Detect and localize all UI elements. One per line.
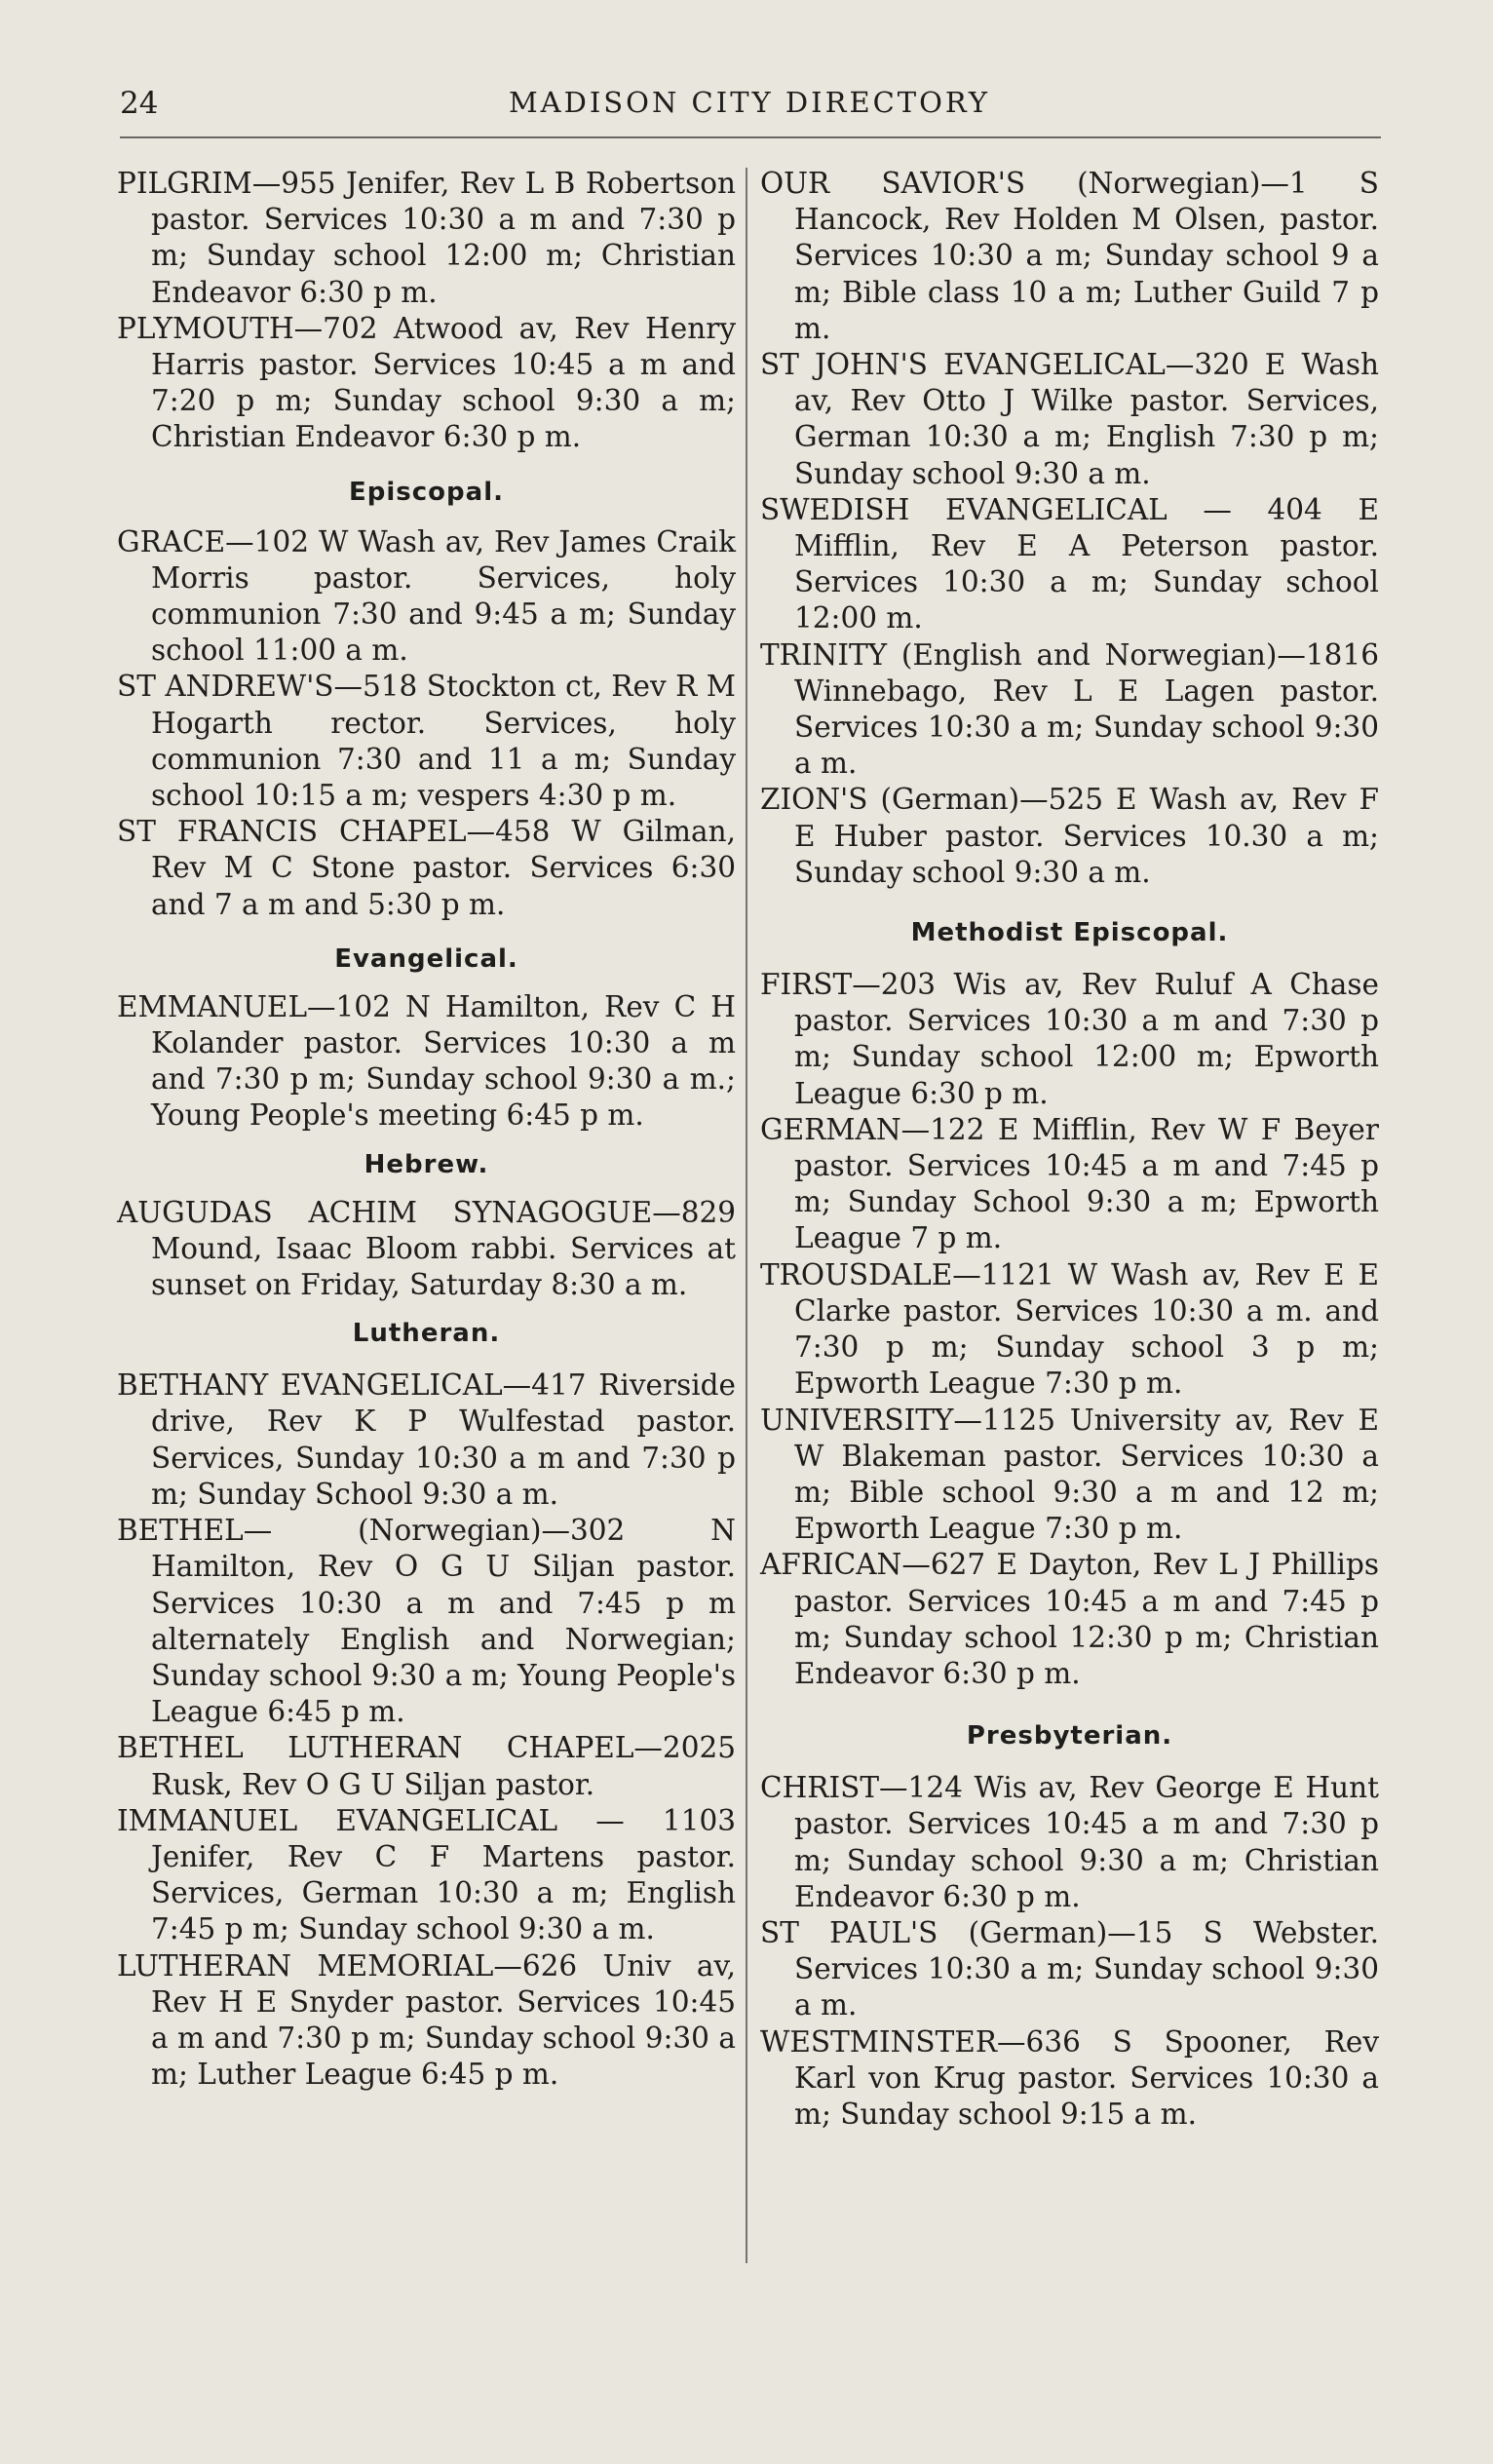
directory-entry: OUR SAVIOR'S (Norwegian)—1 S Hancock, Rev Holden M Olsen, pastor. Services 10:30 a m; Sunday school 9 a m; Bible class 10 a m; Luther Guild 7 p m. [760, 167, 1379, 345]
directory-entry: BETHANY EVANGELICAL—417 Riverside drive, Rev K P Wulfestad pastor. Services, Sunday 10:30 a m and 7:30 p m; Sunday School 9:30 a m. [117, 1368, 736, 1511]
column-divider [746, 168, 747, 2263]
section-heading: Evangelical. [334, 943, 518, 974]
directory-entry: PLYMOUTH—702 Atwood av, Rev Henry Harris pastor. Services 10:45 a m and 7:20 p m; Sunday school 9:30 a m; Christian Endeavor 6:30 p m. [117, 311, 736, 454]
directory-entry: IMMANUEL EVANGELICAL — 1103 Jenifer, Rev C F Martens pastor. Services, German 10:30 a m; English 7:45 p m; Sunday school 9:30 a m. [117, 1803, 736, 1946]
directory-entry: LUTHERAN MEMORIAL—626 Univ av, Rev H E Snyder pastor. Services 10:45 a m and 7:30 p m; Sunday school 9:30 a m; Luther League 6:45 p m. [117, 1948, 736, 2092]
left-column [117, 166, 736, 2093]
directory-entry: TRINITY (English and Norwegian)—1816 Winnebago, Rev L E Lagen pastor. Services 10:30 a m; Sunday school 9:30 a m. [760, 637, 1379, 781]
directory-entry: ST PAUL'S (German)—15 S Webster. Services 10:30 a m; Sunday school 9:30 a m. [760, 1915, 1379, 2022]
directory-entry: WESTMINSTER—636 S Spooner, Rev Karl von Krug pastor. Services 10:30 a m; Sunday school 9:15 a m. [760, 2024, 1379, 2131]
directory-entry: UNIVERSITY—1125 University av, Rev E W Blakeman pastor. Services 10:30 a m; Bible school 9:30 a m and 12 m; Epworth League 7:30 p m. [760, 1403, 1379, 1546]
section-heading: Lutheran. [352, 1319, 501, 1349]
directory-entry: TROUSDALE—1121 W Wash av, Rev E E Clarke pastor. Services 10:30 a m. and 7:30 p m; Sunday school 3 p m; Epworth League 7:30 p m. [760, 1257, 1379, 1401]
directory-entry: EMMANUEL—102 N Hamilton, Rev C H Kolander pastor. Services 10:30 a m and 7:30 p m; Sunday school 9:30 a m.; Young People's meeting 6:45 p m. [117, 989, 736, 1133]
directory-entry: SWEDISH EVANGELICAL — 404 E Mifflin, Rev E A Peterson pastor. Services 10:30 a m; Sunday school 12:00 m. [760, 492, 1379, 635]
directory-entry: FIRST—203 Wis av, Rev Ruluf A Chase pastor. Services 10:30 a m and 7:30 p m; Sunday school 12:00 m; Epworth League 6:30 p m. [760, 968, 1379, 1110]
section-heading: Episcopal. [349, 477, 504, 507]
page-header [120, 82, 1379, 131]
directory-entry: ST FRANCIS CHAPEL—458 W Gilman, Rev M C Stone pastor. Services 6:30 and 7 a m and 5:30 p m. [117, 815, 736, 921]
section-heading: Hebrew. [364, 1149, 489, 1179]
directory-entry: BETHEL LUTHERAN CHAPEL—2025 Rusk, Rev O G U Siljan pastor. [117, 1731, 736, 1801]
running-title: MADISON CITY DIRECTORY [508, 86, 991, 119]
directory-entry: ST ANDREW'S—518 Stockton ct, Rev R M Hogarth rector. Services, holy communion 7:30 and 11 a m; Sunday school 10:15 a m; vespers 4:30 p m. [117, 670, 736, 813]
directory-entry: ZION'S (German)—525 E Wash av, Rev F E Huber pastor. Services 10.30 a m; Sunday school 9:30 a m. [760, 783, 1379, 889]
directory-entry: PILGRIM—955 Jenifer, Rev L B Robertson pastor. Services 10:30 a m and 7:30 p m; Sunday school 12:00 m; Christian Endeavor 6:30 p m. [117, 167, 736, 309]
directory-entry: AUGUDAS ACHIM SYNAGOGUE—829 Mound, Isaac Bloom rabbi. Services at sunset on Friday, Saturday 8:30 a m. [117, 1195, 736, 1302]
section-heading: Methodist Episcopal. [910, 918, 1229, 948]
directory-entry: BETHEL— (Norwegian)—302 N Hamilton, Rev O G U Siljan pastor. Services 10:30 a m and 7:45 p m alternately English and Norwegian; Sunday school 9:30 a m; Young People's League 6:45 p m. [117, 1514, 736, 1729]
right-column [760, 166, 1379, 2133]
header-rule [120, 136, 1381, 138]
page-number: 24 [120, 86, 159, 121]
section-heading: Presbyterian. [966, 1721, 1173, 1752]
directory-entry: ST JOHN'S EVANGELICAL—320 E Wash av, Rev Otto J Wilke pastor. Services, German 10:30 a m; English 7:30 p m; Sunday school 9:30 a m. [760, 348, 1379, 490]
directory-entry: AFRICAN—627 E Dayton, Rev L J Phillips pastor. Services 10:45 a m and 7:45 p m; Sunday school 12:30 p m; Christian Endeavor 6:30 p m. [760, 1548, 1379, 1690]
directory-entry: GERMAN—122 E Mifflin, Rev W F Beyer pastor. Services 10:45 a m and 7:45 p m; Sunday School 9:30 a m; Epworth League 7 p m. [760, 1112, 1379, 1255]
directory-entry: CHRIST—124 Wis av, Rev George E Hunt pastor. Services 10:45 a m and 7:30 p m; Sunday school 9:30 a m; Christian Endeavor 6:30 p m. [760, 1771, 1379, 1913]
directory-entry: GRACE—102 W Wash av, Rev James Craik Morris pastor. Services, holy communion 7:30 and 9:45 a m; Sunday school 11:00 a m. [117, 524, 736, 668]
